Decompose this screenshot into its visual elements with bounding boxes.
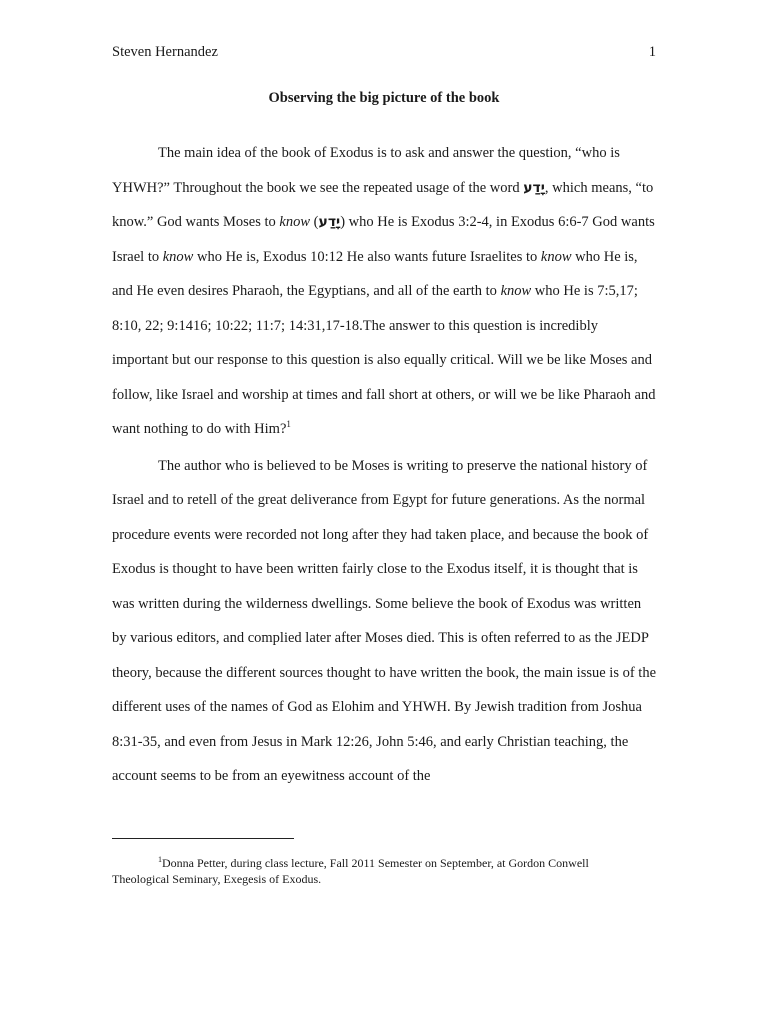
footnote-line-2: Theological Seminary, Exegesis of Exodus. <box>112 872 322 886</box>
footnote-separator <box>112 838 294 839</box>
author-name: Steven Hernandez <box>112 44 218 60</box>
paragraph-2: The author who is believed to be Moses is writing to preserve the national history of Israel and to retell of the great deliverance from Egypt for future generations. As the normal procedure events were recorded not long after they had taken place, and because the book of Exodus is thought to have been written fairly close to the Exodus itself, it is thought that is was written during the wilderness dwellings. Some believe the book of Exodus was written by various editors, and complied later after Moses died. This is often referred to as the JEDP theory, because the different sources thought to have written the book, the main issue is of the different uses of the names of God as Elohim and YHWH. By Jewish tradition from Joshua 8:31-35, and even from Jesus in Mark 12:26, John 5:46, and early Christian teaching, the account seems to be from an eyewitness account of the <box>112 457 657 784</box>
emphasis-know: know <box>500 283 532 299</box>
paragraph-1-text-3: ( <box>310 214 319 230</box>
paragraph-1-text-1: The main idea of the book of Exodus is to ask and answer the question, “who is YHWH?” Throughout the book we see the repeated usage of the word <box>112 145 620 196</box>
paragraph-1-text-7: who He is 7:5,17; 8:10, 22; 9:1416; 10:22; 11:7; 14:31,17-18.The answer to this question is incredibly important but our response to this question is also equally critical. Will we be like Moses and follow, like Israel and worship at times and fall short at others, or will we be like Pharaoh and want nothing to do with Him? <box>112 283 656 437</box>
document-body <box>112 136 656 794</box>
paragraph-1-text-4: ) who He is Exodus 3:2-4, in Exodus 6:6-7 God wants Israel to <box>112 214 655 265</box>
footnote-number: 1 <box>158 855 162 864</box>
page-number: 1 <box>648 44 656 60</box>
hebrew-word: יָדַע <box>318 214 341 230</box>
paragraph-1-text-2: , which means, “to know.” God wants Moses to <box>112 179 654 230</box>
emphasis-know: know <box>162 248 194 265</box>
footnote-text-1: Donna Petter, during class lecture, Fall 2011 Semester on September, at Gordon Conwell <box>162 856 589 870</box>
footnote <box>112 855 656 887</box>
hebrew-word: יָדַע <box>523 179 545 196</box>
paragraph-1-text-5: who He is, Exodus 10:12 He also wants future Israelites to <box>193 248 541 265</box>
footnote-line-1 <box>112 855 656 871</box>
paragraph-1-text-6: who He is, and He even desires Pharaoh, the Egyptians, and all of the earth to <box>112 248 638 299</box>
emphasis-know: know <box>279 214 311 230</box>
footnote-reference[interactable]: 1 <box>286 419 291 430</box>
paragraph-1 <box>112 136 656 447</box>
page-title: Observing the big picture of the book <box>268 90 500 106</box>
emphasis-know: know <box>540 248 572 265</box>
